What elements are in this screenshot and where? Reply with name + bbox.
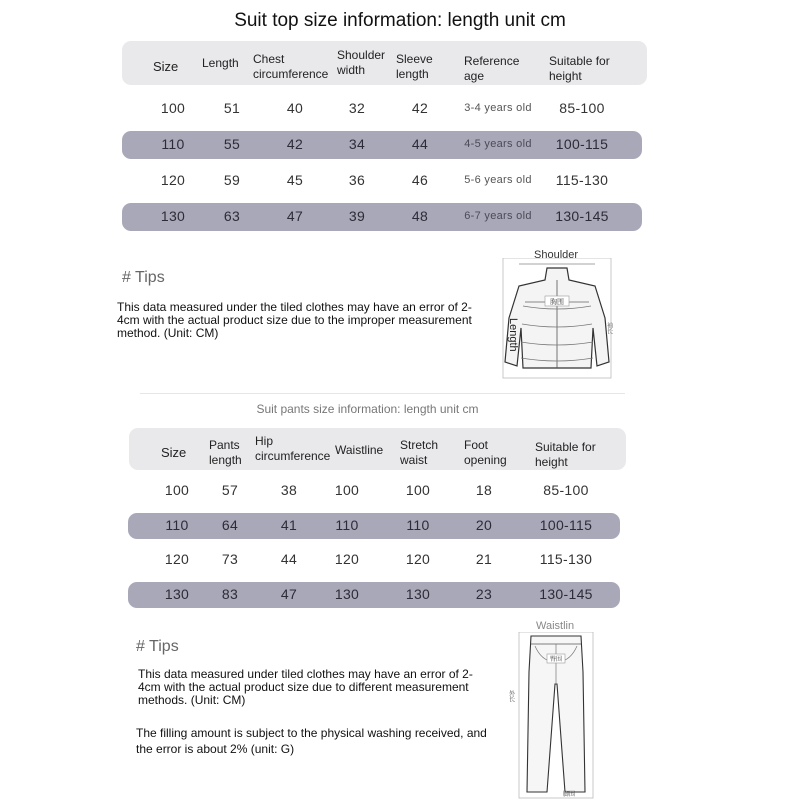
top-table-cell: 100-115 (555, 136, 609, 152)
pants-table-cell: 20 (475, 516, 493, 533)
pants-table-cell: 44 (280, 551, 298, 568)
top-title: Suit top size information: length unit cm (234, 10, 566, 31)
section-divider (140, 393, 625, 394)
pants-table-cell: 21 (475, 551, 493, 568)
top-tips-heading: # Tips (122, 269, 165, 286)
pants-table-row (128, 547, 620, 573)
top-table-row (122, 131, 642, 159)
top-table-cell: 48 (411, 208, 429, 224)
top-table-row (122, 95, 642, 123)
top-table-cell: 45 (286, 172, 304, 188)
pants-table-cell: 115-130 (539, 551, 593, 568)
jacket-diagram (497, 258, 617, 380)
pants-table-header (129, 428, 626, 470)
top-table-cell: 59 (223, 172, 241, 188)
top-header-shoulder: Shoulder width (337, 48, 386, 77)
pants-table-cell: 130 (164, 586, 190, 603)
top-table-cell: 63 (223, 208, 241, 224)
pants-table-cell: 110 (406, 516, 430, 533)
top-tips-text: This data measured under the tiled clothes may have an error of 2-4cm with the actual product size due to the improper measurement method. (Unit: CM) (117, 300, 472, 340)
pants-table-cell: 130 (334, 586, 360, 603)
pants-table-cell: 83 (221, 586, 239, 603)
pants-table-cell: 73 (221, 551, 239, 568)
pants-filling-text: The filling amount is subject to the physical washing received, and the error is about 2% (unit: G) (136, 726, 487, 756)
pants-table-row (128, 513, 620, 539)
top-header-length: Length (202, 56, 239, 70)
top-table-cell: 5-6 years old (464, 174, 532, 186)
top-table-cell: 120 (160, 172, 186, 188)
pants-table-cell: 38 (280, 482, 298, 498)
top-table-cell: 51 (223, 100, 241, 116)
pants-header-foot: Foot opening (464, 438, 507, 467)
jacket-chest-label: 胸围 (550, 298, 564, 306)
pants-table-cell: 18 (475, 482, 493, 498)
top-table-cell: 47 (286, 208, 304, 224)
top-table-cell: 55 (223, 136, 241, 152)
top-table-cell: 110 (161, 136, 185, 152)
pants-header-stretch: Stretch waist (400, 438, 439, 467)
pants-tips-heading: # Tips (136, 638, 179, 655)
top-table-cell: 42 (286, 136, 304, 152)
pants-table-cell: 23 (475, 586, 493, 603)
pants-table-cell: 47 (280, 586, 298, 603)
pants-outer-label: 外长 (507, 690, 515, 702)
pants-table-cell: 41 (280, 516, 298, 533)
pants-table-cell: 120 (405, 551, 431, 568)
top-table-cell: 130-145 (555, 208, 609, 224)
pants-table-cell: 100 (334, 482, 360, 498)
pants-table-cell: 100-115 (539, 516, 593, 533)
pants-header-height: Suitable for height (535, 440, 596, 469)
top-diagram-shoulder-label: Shoulder (534, 249, 579, 261)
top-table-cell: 34 (348, 136, 366, 152)
top-header-sleeve: Sleeve length (396, 52, 433, 81)
pants-table-cell: 110 (335, 516, 359, 533)
pants-table-cell: 130 (405, 586, 431, 603)
pants-table-row (128, 582, 620, 608)
jacket-sleeve-label: 袖长 (605, 322, 613, 334)
top-header-chest: Chest circumference (253, 52, 329, 81)
pants-diagram (505, 632, 595, 800)
pants-hip-label: 臀围 (549, 656, 563, 663)
top-table-cell: 115-130 (555, 172, 609, 188)
top-table-cell: 46 (411, 172, 429, 188)
top-table-cell: 85-100 (559, 100, 605, 116)
top-table-row (122, 167, 642, 195)
jacket-length-label: Length (507, 318, 519, 352)
pants-table-cell: 110 (165, 516, 189, 533)
top-table-cell: 130 (160, 208, 186, 224)
pants-table-row (128, 478, 620, 504)
top-table-cell: 6-7 years old (464, 210, 532, 222)
pants-foot-label: 脚围 (562, 791, 576, 798)
pants-tips-text: This data measured under tiled clothes may have an error of 2-4cm with the actual product size due to different measurement methods. (Unit: CM) (138, 667, 473, 707)
pants-diagram-waist-label: Waistlin (536, 620, 575, 632)
top-table-cell: 39 (348, 208, 366, 224)
pants-table-cell: 100 (405, 482, 431, 498)
pants-table-cell: 130-145 (539, 586, 593, 603)
pants-header-waist: Waistline (335, 443, 384, 457)
top-header-height: Suitable for height (549, 54, 610, 83)
top-header-age: Reference age (464, 54, 520, 83)
pants-header-size: Size (161, 445, 187, 460)
pants-title: Suit pants size information: length unit cm (256, 402, 479, 416)
pants-table-cell: 57 (221, 482, 239, 498)
top-table-cell: 40 (286, 100, 304, 116)
top-table-row (122, 203, 642, 231)
top-table-cell: 100 (160, 100, 186, 116)
pants-table-cell: 100 (164, 482, 190, 498)
top-header-size: Size (153, 59, 179, 74)
pants-table-cell: 120 (334, 551, 360, 568)
pants-table-cell: 64 (221, 516, 239, 533)
pants-table-cell: 120 (164, 551, 190, 568)
pants-header-length: Pants length (209, 438, 242, 467)
pants-header-hip: Hip circumference (255, 434, 331, 463)
top-table-cell: 36 (348, 172, 366, 188)
top-table-cell: 4-5 years old (464, 138, 532, 150)
top-table-cell: 42 (411, 100, 429, 116)
pants-table-cell: 85-100 (543, 482, 589, 498)
top-table-cell: 44 (411, 136, 429, 152)
top-table-cell: 32 (348, 100, 366, 116)
top-table-header (122, 41, 647, 85)
top-table-cell: 3-4 years old (464, 102, 532, 114)
